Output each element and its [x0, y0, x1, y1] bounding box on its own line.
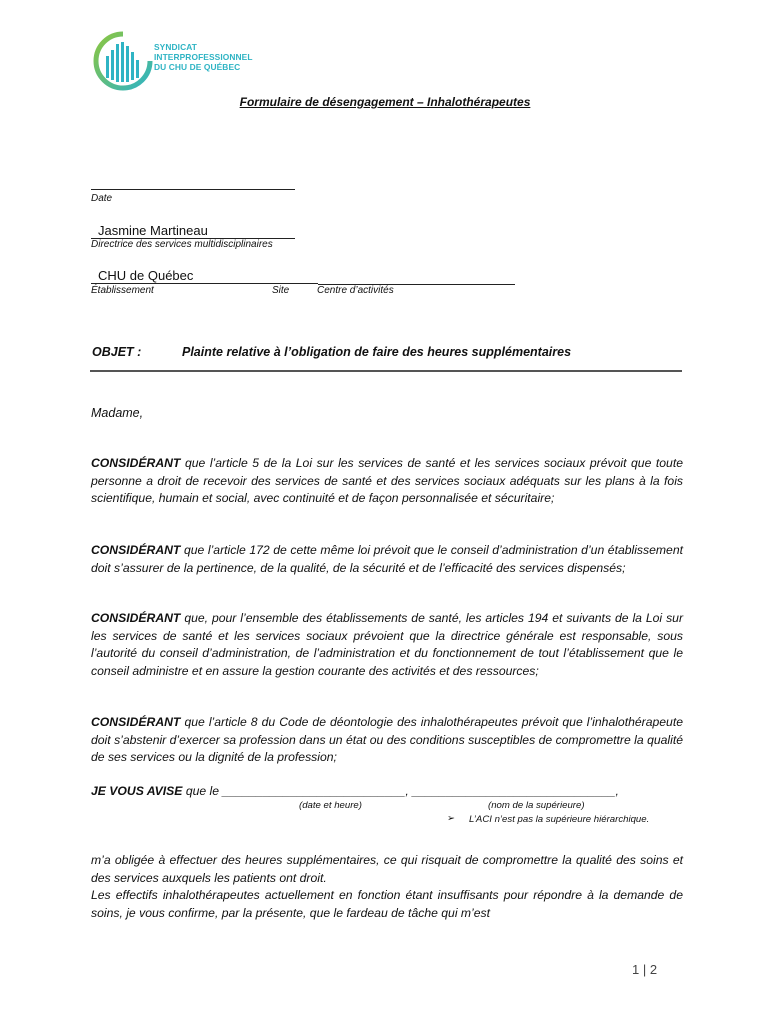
- date-heure-label: (date et heure): [299, 800, 362, 811]
- closing-paragraph-1: m’a obligée à effectuer des heures supplémentaires, ce qui risquait de compromettre la qualité des soins et des services auxquels les patients ont droit.: [91, 853, 683, 885]
- centre-label: Centre d’activités: [317, 285, 394, 296]
- paragraph-considerant-4: CONSIDÉRANT que l’article 8 du Code de déontologie des inhalothérapeutes prévoit que l’inhalothérapeute doit s’abstenir d’exercer sa profession dans un état ou des conditions susceptibles de compromettre la qualité de ses services ou la dignité de la profession;: [91, 715, 683, 765]
- objet-text: Plainte relative à l’obligation de faire des heures supplémentaires: [182, 345, 572, 359]
- paragraph-considerant-3: CONSIDÉRANT que, pour l’ensemble des établissements de santé, les articles 194 et suivants de la Loi sur les services de santé et les services sociaux prévoient que la directrice générale est responsable, sous l’autorité du conseil d’administration, de l’administration et du fonctionnement de tout l’établissement que le conseil administre et en assure la gestion courante des activités et des ressources;: [91, 611, 683, 678]
- page-number: 1 | 2: [632, 962, 658, 977]
- centre-blank-line[interactable]: [318, 268, 515, 285]
- section-divider: [90, 370, 682, 372]
- director-name: Jasmine Martineau: [91, 223, 295, 239]
- paragraph-considerant-2: CONSIDÉRANT que l’article 172 de cette même loi prévoit que le conseil d’administration d’un établissement doit s’assurer de la pertinence, de la qualité, de la sécurité et de l’efficacité des services dispensés;: [91, 543, 683, 575]
- closing-paragraph-2: Les effectifs inhalothérapeutes actuellement en fonction étant insuffisants pour répondre à la demande de soins, je vous confirme, par la présente, que le fardeau de tâche qui m’est: [91, 888, 683, 920]
- bullet-arrow-icon: ➢: [447, 813, 456, 824]
- establishment-label: Établissement: [91, 285, 154, 296]
- date-blank-line[interactable]: [91, 178, 295, 190]
- union-logo: [92, 30, 252, 92]
- establishment-value: CHU de Québec: [91, 268, 318, 284]
- site-label: Site: [272, 285, 290, 296]
- form-title: Formulaire de désengagement – Inhalothérapeutes: [239, 95, 531, 109]
- logo-text: SYNDICAT INTERPROFESSIONNEL DU CHU DE QUÉBEC: [154, 42, 253, 73]
- paragraph-considerant-1: CONSIDÉRANT que l’article 5 de la Loi sur les services de santé et les services sociaux prévoit que toute personne a droit de recevoir des services de santé et des services sociaux adéquats sur les plans à la fois scientifique, humain et social, avec continuité et de façon personnalisée et sécuritaire;: [91, 456, 683, 506]
- aci-note: L’ACI n’est pas la supérieure hiérarchique.: [469, 814, 650, 825]
- date-label: Date: [91, 193, 113, 204]
- objet-label: OBJET :: [92, 345, 142, 359]
- nom-superieure-label: (nom de la supérieure): [488, 800, 585, 811]
- avise-line[interactable]: JE VOUS AVISE que le ___________________________, ______________________________,: [91, 784, 619, 798]
- salutation: Madame,: [91, 406, 144, 420]
- director-title: Directrice des services multidisciplinaires: [91, 239, 273, 250]
- logo-mark-icon: [92, 30, 154, 92]
